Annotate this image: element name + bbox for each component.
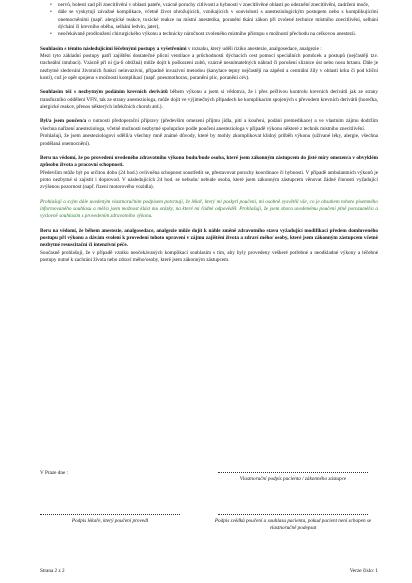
paragraph-blood-derivatives: [40, 89, 378, 111]
list-item: • dále se vyskytují závažné komplikace, včetně život ohrožujících, vznikajících v souvislosti s anesteziologickým postupem nebo s komplikujícími onemocněními (např. alergické reakce, toxické reakce na místní anestetika, poranění tkání zákon při zvolené technice místního znecitlivění, selhání dýchání či krevního oběhu, selhání ledvin, jater),: [58, 9, 378, 31]
patient-signature-line[interactable]: [218, 472, 368, 473]
paragraph-lead: Beru na vědomí, že během anestezie, analgosedace, analgezie může dojít k náhle změně zdravotního stavu vyžadující modifikaci předem domluveného postupu při výkonu a dávám svolení k provedení tohoto opravení v zájmu zajištění života a zdraví mého/ osoby, které jsem zákonným zástupcem včetně nezbytné resuscitační či intenzivní péče.: [40, 227, 378, 249]
paragraph-lead: Souhlasím též s nezbytným podáním krevních derivátů: [40, 89, 168, 96]
paragraph-text: v rozsahu, který uděli riziko anestezie, analgosedace, analgezie :: [186, 45, 322, 52]
list-item: • nervů, bolesti zad při znecitlivění v oblasti pateře, vzácně poruchy citlivosti a hybnosti v znecitlivěné oblasti po odeznění znecitlivění, zadržení moče,: [58, 2, 378, 9]
paragraph-declaration: Prohlašuji a svým dále uvedeným vlastnoručním podpisem potvrzuji, že lékař, který mi poskytl poučení, mi osobně vysvětlil vše, co je obsahem tohoto písemného informovaného souhlasu a měl/a jsem možnost klást mu otázky, na které mi řádně odpověděl. Prohlašuji, že jsem shora uvedenému poučení plně porozuměl/a a výslovně souhlasím s provedením zdravotního výkonu.: [40, 198, 378, 220]
page-number: Strana 2 z 2: [40, 568, 65, 574]
paragraph-emergency: [40, 228, 378, 250]
complications-list: [40, 2, 378, 39]
paragraph-emergency-body: Současně prohlašuji, že v případě vzniku neočekávaných komplikací souhlasím s tím, aby byly provedeny veškeré potřebné a neodkladné výkony a léčebné postupy nutné k zachrání života nebo zdraví mého/osoby, které jsem zákonným zástupcem.: [40, 249, 378, 263]
place-date-label: V Praze dne :: [40, 470, 68, 476]
list-item: • neočekávaně prodloužení chirurgického výkonu a technicky náročnost zvoleného místního přístupu s možností přechodu na celkovou anestezii.: [58, 31, 378, 38]
doctor-signature-label: Podpis lékaře, který poučení provedl: [71, 518, 149, 524]
witness-signature-label: Podpis svědků poučení a souhlasu pacienta, pokud pacient není schopen se vlastnoručně podepsat: [214, 518, 372, 531]
paragraph-procedures: [40, 46, 378, 53]
doctor-signature-line[interactable]: [40, 514, 180, 515]
paragraph-limitations-body: Především může být po určitou dobu (24 hod.) ovlivněna schopnost soustředit se, přestavovat poruchy koordinace či hybnosti. V případě ambulantních výkonů je proto nezbytné si zajistit i doprovod. V následujících 24 hod. se nebudu/ nebude osoba, které jsem zákonným zástupcem věnovat žádné činnosti vyžadující zvýšenou pozornost (např. řízení motorového vozidla).: [40, 169, 378, 191]
witness-signature-line[interactable]: [218, 514, 368, 515]
signatures-block: [40, 470, 378, 550]
paragraph-text: o nutnosti předoperační přípravy (především omezení příjmu jídla, pití a kouření, podání premedikace) a ve vlastním zájmu dodržím všechna nařízení anesteziologa, včetně možnosti nezbytné spolupráce podle poučení anesteziologa v případě výkonu některé z technik místního znecitlivění.: [40, 118, 379, 132]
paragraph-lead: Byl/a jsem poučen/a: [40, 118, 87, 125]
paragraph-instructions: [40, 118, 378, 133]
paragraph-limitations: [40, 155, 378, 170]
paragraph-procedures-body: Mezi tyto základní postupy patří zajištění dostatečné plicní ventilace a průchodnosti dýchacích cest pomocí speciálních pomůcek a postupů (nejčastěji tzv. tracheální intubaci). Vzácně při ní (ja-li obtížná) může dojít k poškození zubů, vzácně nesnímatelných náhrad či porušení sliznice úst nebo nosu hrtanu. Dále je nezbytné sledování životních funkcí neinvazivní, případně invazivní metodou (kanylace tepny nejčastěji na zápěstí a centrální žíly v oblasti krku či pod klíční kostí), což je opět spojeno s možností komplikací (např. pneumothorax, poranění plic, poranění cév).: [40, 53, 378, 82]
paragraph-lead: Beru na vědomí, že po provedení uvedeného zdravotního výkonu budu/bude osoba, které jsem zákonným zástupcem do jisté míry omezen/a v obvyklém způsobu života a pracovní schopnosti.: [40, 154, 378, 169]
paragraph-text: během výkonu a jsem si vědom/a, že i přes pečlivou kontrolu krevních derivátů jak ze strany transfuzního oddělení VFN, tak ze strany anesteziologa, může dojít ve výjimečných případech ke komplikacím spojených s převodem krevních derivátů (horečka, alergické reakce, přenos některých infekčních chorob atd.).: [40, 89, 378, 111]
paragraph-instructions-body: Prohlašuji, že jsem anesteziologovi sdělil/a všechny mně známé důvody, které by mohly zkomplikovat klidný průběh výkonu (užívané léky, alergie, všechna prodělaná onemocnění).: [40, 133, 378, 147]
version-number: Verze číslo: 1: [349, 568, 378, 574]
patient-signature-label: Vlastnoruční podpis pacienta / zákonného zástupce: [239, 476, 347, 482]
paragraph-lead: Souhlasím s těmito následujícími léčebnými postupy a vyšetřeními: [40, 45, 187, 52]
